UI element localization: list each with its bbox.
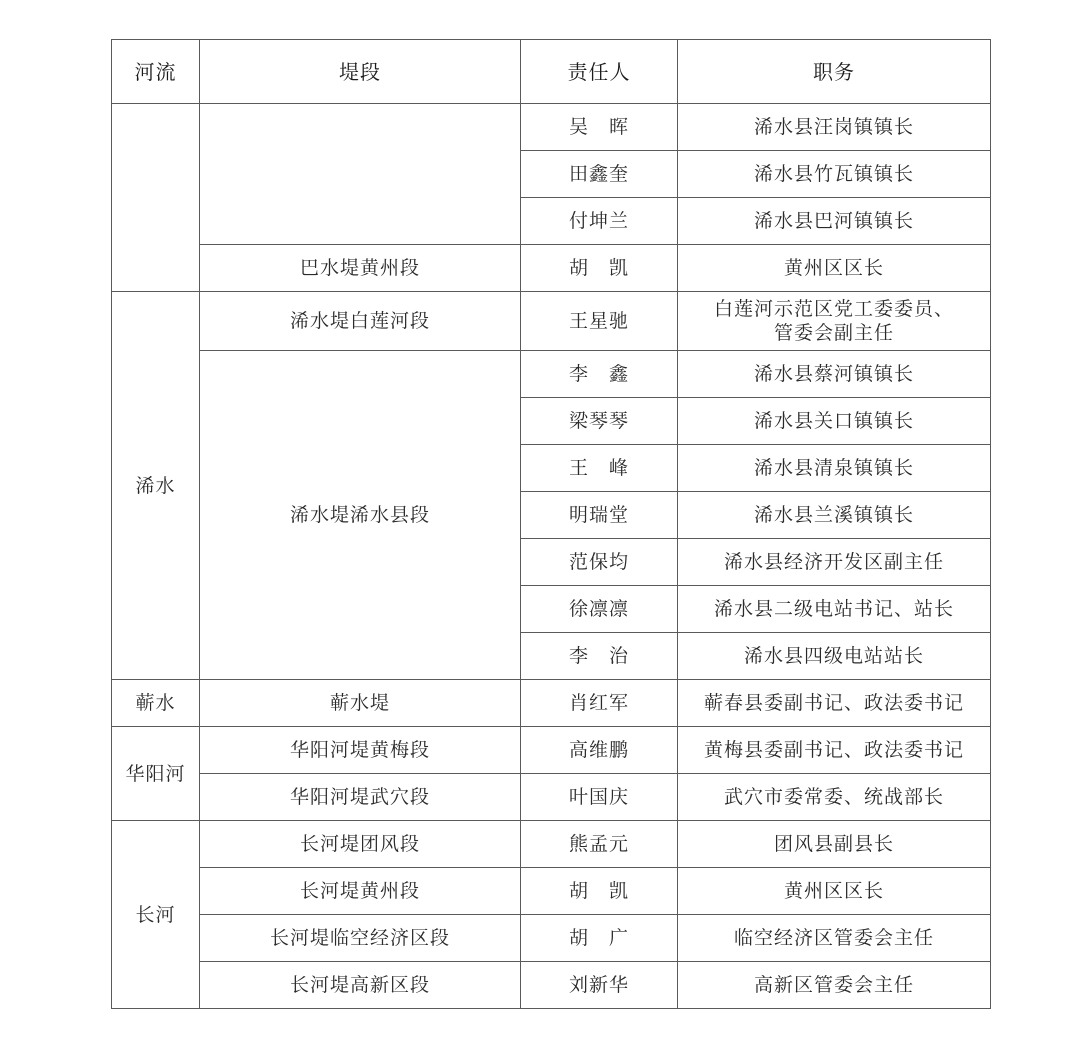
segment-cell: 长河堤临空经济区段 xyxy=(200,915,521,962)
person-cell: 熊孟元 xyxy=(521,821,678,868)
table-row xyxy=(112,915,991,962)
segment-cell: 长河堤高新区段 xyxy=(200,962,521,1009)
segment-cell: 浠水堤浠水县段 xyxy=(200,351,521,680)
segment-cell: 长河堤黄州段 xyxy=(200,868,521,915)
segment-cell: 华阳河堤黄梅段 xyxy=(200,727,521,774)
position-cell: 高新区管委会主任 xyxy=(678,962,991,1009)
header-position: 职务 xyxy=(678,40,991,104)
table-row xyxy=(112,962,991,1009)
person-cell: 高维鹏 xyxy=(521,727,678,774)
position-cell: 蕲春县委副书记、政法委书记 xyxy=(678,680,991,727)
table-row xyxy=(112,774,991,821)
position-cell: 武穴市委常委、统战部长 xyxy=(678,774,991,821)
river-cell: 华阳河 xyxy=(112,727,200,821)
position-cell: 浠水县巴河镇镇长 xyxy=(678,198,991,245)
person-cell: 肖红军 xyxy=(521,680,678,727)
person-cell: 叶国庆 xyxy=(521,774,678,821)
position-cell: 浠水县四级电站站长 xyxy=(678,633,991,680)
river-cell: 蕲水 xyxy=(112,680,200,727)
segment-cell: 华阳河堤武穴段 xyxy=(200,774,521,821)
person-cell: 胡 凯 xyxy=(521,868,678,915)
position-cell: 团风县副县长 xyxy=(678,821,991,868)
position-cell: 浠水县二级电站书记、站长 xyxy=(678,586,991,633)
segment-cell: 长河堤团风段 xyxy=(200,821,521,868)
table-row xyxy=(112,245,991,292)
position-cell: 浠水县蔡河镇镇长 xyxy=(678,351,991,398)
segment-cell: 蕲水堤 xyxy=(200,680,521,727)
person-cell: 梁琴琴 xyxy=(521,398,678,445)
river-cell: 长河 xyxy=(112,821,200,1009)
person-cell: 李 鑫 xyxy=(521,351,678,398)
person-cell: 胡 凯 xyxy=(521,245,678,292)
person-cell: 徐凛凛 xyxy=(521,586,678,633)
river-cell: 浠水 xyxy=(112,292,200,680)
table-row xyxy=(112,104,991,151)
header-segment: 堤段 xyxy=(200,40,521,104)
position-cell: 黄梅县委副书记、政法委书记 xyxy=(678,727,991,774)
position-cell: 浠水县清泉镇镇长 xyxy=(678,445,991,492)
position-cell: 黄州区区长 xyxy=(678,868,991,915)
person-cell: 吴 晖 xyxy=(521,104,678,151)
position-line-1: 白莲河示范区党工委委员、 xyxy=(713,298,954,320)
table-row xyxy=(112,868,991,915)
table-row xyxy=(112,351,991,398)
position-cell: 浠水县关口镇镇长 xyxy=(678,398,991,445)
segment-cell xyxy=(200,104,521,245)
segment-cell: 巴水堤黄州段 xyxy=(200,245,521,292)
table-row xyxy=(112,821,991,868)
person-cell: 范保均 xyxy=(521,539,678,586)
header-river: 河流 xyxy=(112,40,200,104)
person-cell: 王 峰 xyxy=(521,445,678,492)
position-cell: 浠水县汪岗镇镇长 xyxy=(678,104,991,151)
position-cell: 浠水县经济开发区副主任 xyxy=(678,539,991,586)
position-cell: 浠水县兰溪镇镇长 xyxy=(678,492,991,539)
person-cell: 李 治 xyxy=(521,633,678,680)
river-cell xyxy=(112,104,200,292)
table-row xyxy=(112,292,991,351)
position-line-2: 管委会副主任 xyxy=(773,322,894,344)
table-row xyxy=(112,680,991,727)
header-row xyxy=(112,40,991,104)
person-cell: 明瑞堂 xyxy=(521,492,678,539)
person-cell: 王星驰 xyxy=(521,292,678,351)
position-cell: 临空经济区管委会主任 xyxy=(678,915,991,962)
person-cell: 刘新华 xyxy=(521,962,678,1009)
person-cell: 付坤兰 xyxy=(521,198,678,245)
position-cell xyxy=(678,292,991,351)
segment-cell: 浠水堤白莲河段 xyxy=(200,292,521,351)
header-person: 责任人 xyxy=(521,40,678,104)
person-cell: 胡 广 xyxy=(521,915,678,962)
position-cell: 黄州区区长 xyxy=(678,245,991,292)
dike-responsibility-table xyxy=(111,39,991,1009)
position-cell: 浠水县竹瓦镇镇长 xyxy=(678,151,991,198)
table-row xyxy=(112,727,991,774)
person-cell: 田鑫奎 xyxy=(521,151,678,198)
